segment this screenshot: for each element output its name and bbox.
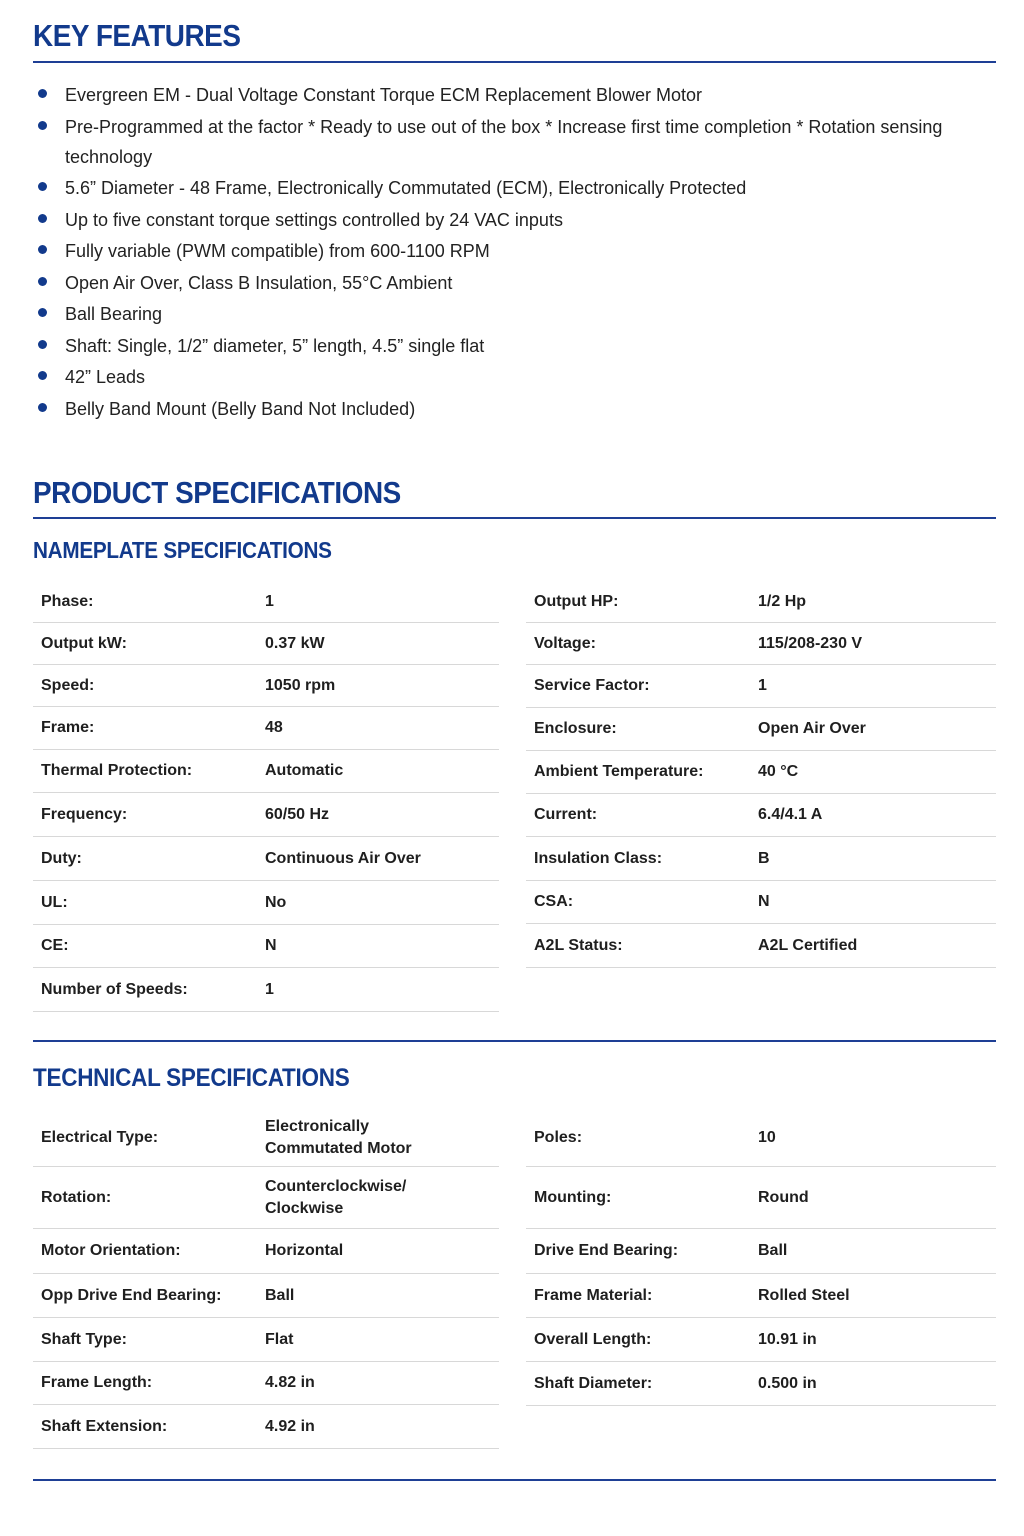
spec-row-current: [526, 794, 996, 837]
feature-text: 5.6” Diameter - 48 Frame, Electronically Commutated (ECM), Electronically Protected: [65, 178, 747, 198]
bullet-icon: [38, 121, 47, 130]
bullet-icon: [38, 214, 47, 223]
bullet-icon: [38, 182, 47, 191]
spec-label: CSA:: [534, 893, 574, 910]
spec-value: Automatic: [265, 762, 344, 779]
technical-right-column: [526, 1110, 996, 1406]
spec-row-speed: [33, 665, 499, 707]
spec-value: 6.4/4.1 A: [758, 806, 823, 823]
spec-label: A2L Status:: [534, 936, 623, 954]
feature-item: [33, 112, 973, 172]
feature-item: [33, 299, 973, 329]
spec-value: No: [265, 893, 287, 911]
spec-row-output-hp: [526, 581, 996, 623]
spec-row-output-kw: [33, 623, 499, 665]
product-specifications-divider: [33, 517, 996, 519]
spec-row-csa: [526, 881, 996, 924]
spec-row-ambient-temperature: [526, 751, 996, 794]
spec-label: Output HP:: [534, 592, 619, 610]
feature-item: [33, 362, 973, 392]
spec-label: Frequency:: [41, 805, 128, 823]
spec-value: Round: [758, 1188, 809, 1206]
spec-label: Duty:: [41, 849, 82, 867]
spec-row-frame: [33, 707, 499, 750]
spec-label: Speed:: [41, 676, 95, 694]
spec-row-shaft-type: [33, 1318, 499, 1362]
spec-row-enclosure: [526, 708, 996, 751]
spec-value: 60/50 Hz: [265, 805, 330, 823]
spec-label: Drive End Bearing:: [534, 1242, 679, 1259]
spec-label: Shaft Type:: [41, 1330, 127, 1348]
nameplate-left-column: [33, 581, 499, 1012]
spec-value: N: [265, 937, 277, 954]
feature-text: Belly Band Mount (Belly Band Not Included): [65, 398, 416, 419]
spec-row-electrical-type: [33, 1110, 499, 1167]
spec-row-opp-drive-end-bearing: [33, 1274, 499, 1318]
feature-item: [33, 173, 973, 203]
bottom-divider: [33, 1479, 996, 1481]
spec-value: Open Air Over: [758, 720, 866, 737]
spec-value: 1: [265, 592, 274, 610]
bullet-icon: [38, 340, 47, 349]
spec-value: Electronically Commutated Motor: [265, 1118, 412, 1157]
spec-value: N: [758, 893, 770, 910]
spec-row-ce: [33, 925, 499, 968]
bullet-icon: [38, 245, 47, 254]
spec-value: Ball: [758, 1242, 788, 1259]
feature-text: Evergreen EM - Dual Voltage Constant Torque ECM Replacement Blower Motor: [65, 85, 702, 105]
spec-value: Flat: [265, 1330, 294, 1348]
feature-item: [33, 205, 973, 235]
bullet-icon: [38, 371, 47, 380]
nameplate-divider: [33, 1040, 996, 1042]
bullet-icon: [38, 403, 47, 412]
spec-label: Frame:: [41, 719, 95, 736]
spec-value: Ball: [265, 1286, 295, 1304]
spec-row-a2l-status: [526, 924, 996, 968]
spec-value: 1/2 Hp: [758, 592, 807, 610]
spec-value: Rolled Steel: [758, 1286, 850, 1304]
spec-label: Opp Drive End Bearing:: [41, 1286, 222, 1304]
spec-value: 40 °C: [758, 763, 799, 780]
feature-item: [33, 80, 973, 110]
spec-row-rotation: [33, 1167, 499, 1229]
spec-row-motor-orientation: [33, 1229, 499, 1274]
spec-value: Continuous Air Over: [265, 849, 421, 867]
spec-row-drive-end-bearing: [526, 1229, 996, 1274]
spec-label: Number of Speeds:: [41, 980, 188, 998]
spec-value: 4.82 in: [265, 1374, 315, 1391]
spec-label: Ambient Temperature:: [534, 763, 704, 780]
spec-label: Phase:: [41, 592, 94, 610]
spec-row-frame-length: [33, 1362, 499, 1405]
spec-label: Motor Orientation:: [41, 1242, 181, 1259]
spec-row-number-of-speeds: [33, 968, 499, 1012]
spec-label: Frame Material:: [534, 1286, 653, 1304]
spec-label: Shaft Diameter:: [534, 1374, 653, 1392]
technical-specifications-heading: TECHNICAL SPECIFICATIONS: [33, 1064, 350, 1092]
bullet-icon: [38, 277, 47, 286]
spec-value: 48: [265, 719, 283, 736]
feature-text: Ball Bearing: [65, 304, 163, 324]
feature-text: Open Air Over, Class B Insulation, 55°C Ambient: [65, 272, 453, 293]
spec-row-ul: [33, 881, 499, 925]
spec-value: 1: [758, 677, 767, 694]
spec-value: A2L Certified: [758, 936, 858, 954]
spec-label: Mounting:: [534, 1188, 612, 1206]
feature-item: [33, 268, 973, 298]
spec-value: 115/208-230 V: [758, 634, 863, 652]
spec-value: 0.500 in: [758, 1374, 817, 1392]
spec-row-mounting: [526, 1167, 996, 1229]
feature-item: [33, 331, 973, 361]
spec-label: Overall Length:: [534, 1330, 652, 1348]
spec-value: 10.91 in: [758, 1330, 817, 1348]
spec-value: 1050 rpm: [265, 676, 336, 694]
spec-label: Shaft Extension:: [41, 1417, 168, 1435]
key-features-heading: KEY FEATURES: [33, 18, 241, 53]
feature-item: [33, 394, 973, 424]
spec-label: Service Factor:: [534, 677, 650, 694]
spec-row-insulation-class: [526, 837, 996, 881]
key-features-list: [33, 80, 973, 425]
spec-label: Poles:: [534, 1129, 583, 1146]
feature-text: Pre-Programmed at the factor * Ready to use out of the box * Increase first time completion * Rotation sensing technology: [65, 116, 943, 167]
spec-label: Insulation Class:: [534, 849, 663, 867]
spec-value: 0.37 kW: [265, 634, 325, 652]
spec-value: 4.92 in: [265, 1417, 315, 1435]
spec-value: 10: [758, 1129, 776, 1146]
spec-row-duty: [33, 837, 499, 881]
spec-label: Electrical Type:: [41, 1129, 159, 1146]
spec-label: Output kW:: [41, 634, 127, 652]
spec-label: Thermal Protection:: [41, 762, 193, 779]
spec-row-overall-length: [526, 1318, 996, 1362]
spec-label: Current:: [534, 806, 598, 823]
spec-label: CE:: [41, 937, 69, 954]
feature-text: 42” Leads: [65, 367, 146, 387]
spec-row-shaft-extension: [33, 1405, 499, 1449]
spec-value: Counterclockwise/ Clockwise: [265, 1177, 407, 1217]
spec-row-service-factor: [526, 665, 996, 708]
bullet-icon: [38, 308, 47, 317]
nameplate-specifications-heading: NAMEPLATE SPECIFICATIONS: [33, 537, 332, 563]
spec-value: B: [758, 849, 770, 867]
bullet-icon: [38, 89, 47, 98]
spec-row-phase: [33, 581, 499, 623]
feature-text: Up to five constant torque settings controlled by 24 VAC inputs: [65, 209, 563, 230]
feature-item: [33, 236, 973, 266]
spec-value: Horizontal: [265, 1242, 344, 1259]
spec-label: Frame Length:: [41, 1374, 153, 1391]
spec-row-frequency: [33, 793, 499, 837]
product-specifications-heading: PRODUCT SPECIFICATIONS: [33, 475, 401, 510]
spec-row-thermal-protection: [33, 750, 499, 793]
spec-label: Rotation:: [41, 1188, 112, 1206]
key-features-divider: [33, 61, 996, 63]
spec-row-shaft-diameter: [526, 1362, 996, 1406]
spec-label: Enclosure:: [534, 720, 617, 737]
spec-label: Voltage:: [534, 634, 596, 652]
spec-value: 1: [265, 980, 274, 998]
spec-label: UL:: [41, 893, 68, 911]
feature-text: Shaft: Single, 1/2” diameter, 5” length, 4.5” single flat: [65, 335, 485, 356]
spec-row-voltage: [526, 623, 996, 665]
nameplate-right-column: [526, 581, 996, 968]
spec-row-poles: [526, 1110, 996, 1167]
spec-row-frame-material: [526, 1274, 996, 1318]
technical-left-column: [33, 1110, 499, 1449]
feature-text: Fully variable (PWM compatible) from 600-1100 RPM: [65, 241, 490, 261]
